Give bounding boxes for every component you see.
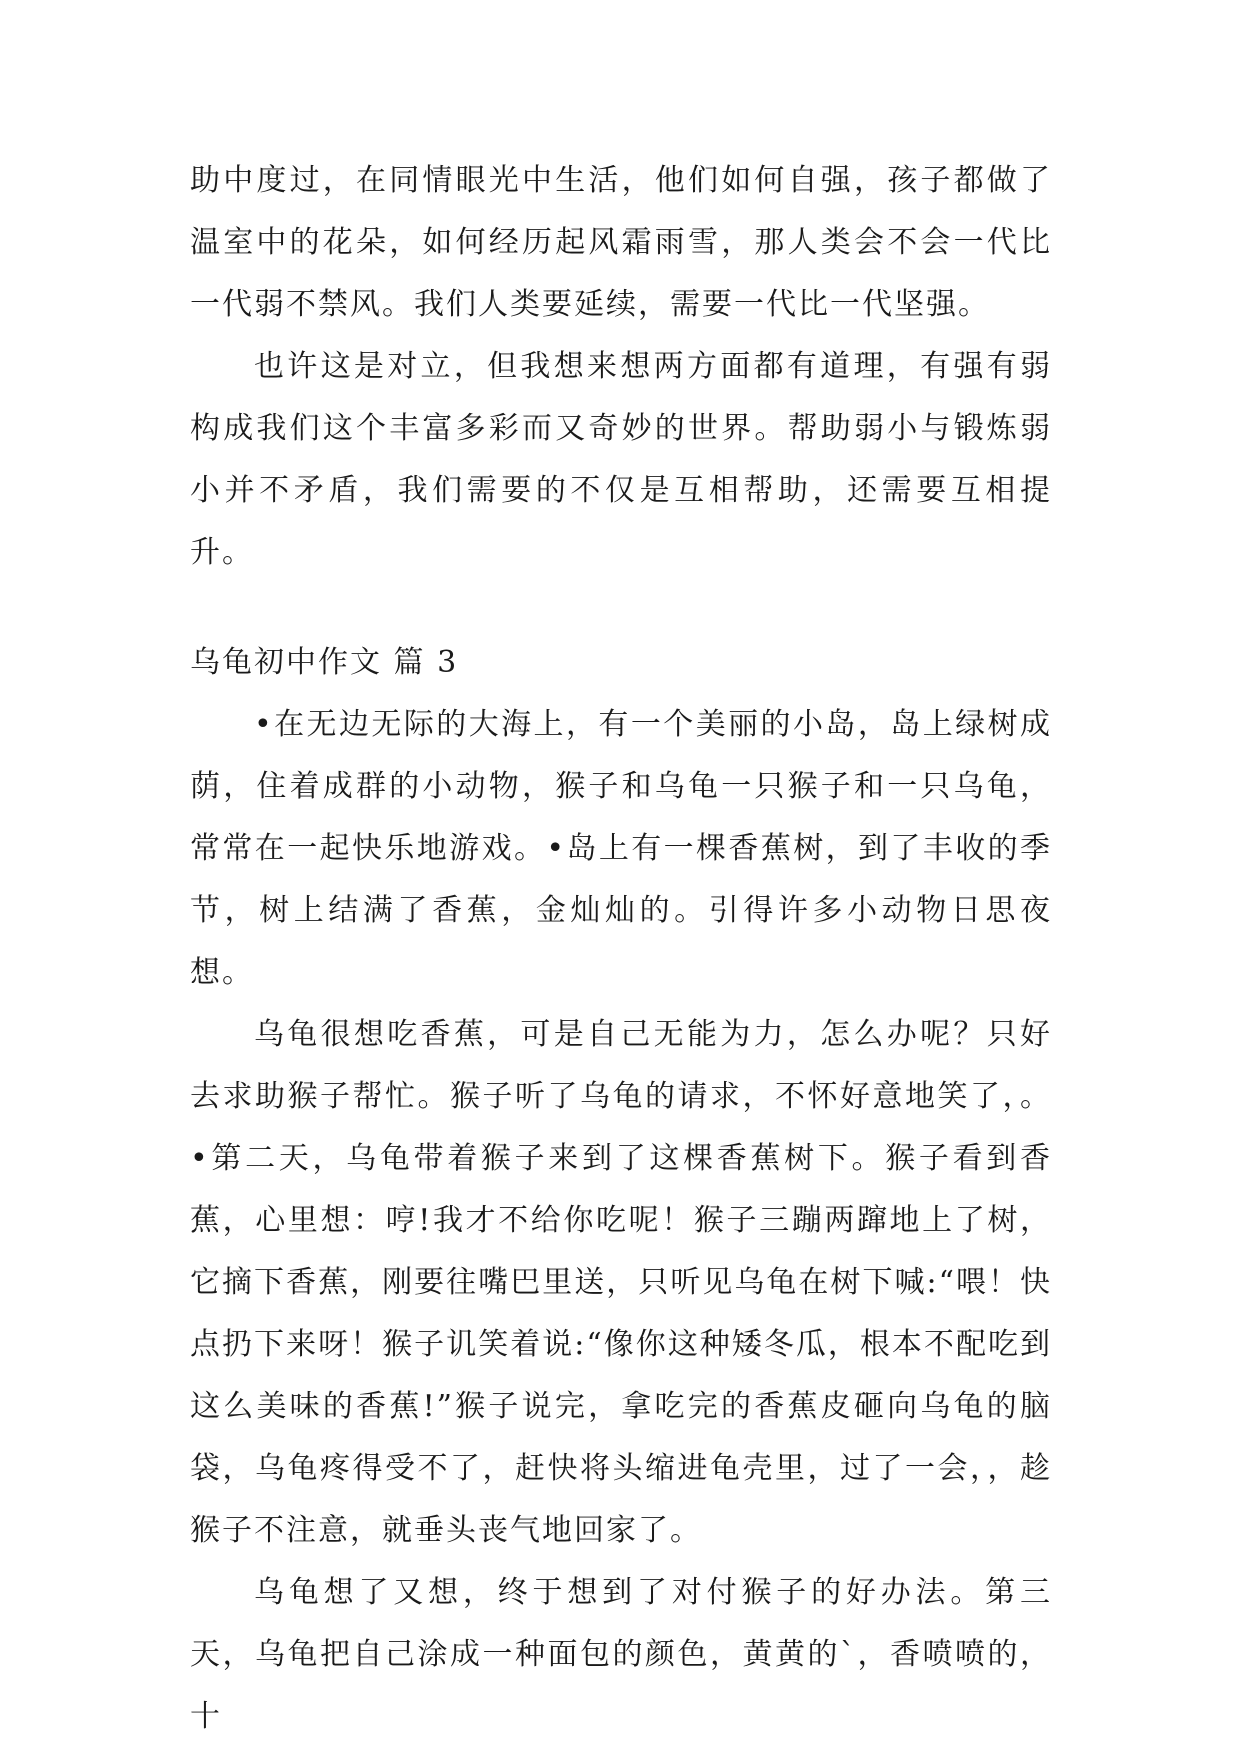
section-title: 乌龟初中作文 篇 3 [190, 645, 459, 680]
paragraph: 也许这是对立，但我想来想两方面都有道理，有强有弱构成我们这个丰富多彩而又奇妙的世界。帮助弱小与锻炼弱小并不矛盾，我们需要的不仅是互相帮助，还需要互相提升。 [190, 349, 1052, 570]
paragraph-continuation: 助中度过，在同情眼光中生活，他们如何自强，孩子都做了温室中的花朵，如何经历起风霜雨雪，那人类会不会一代比一代弱不禁风。我们人类要延续，需要一代比一代坚强。 [190, 163, 1052, 322]
paragraph: •在无边无际的大海上，有一个美丽的小岛，岛上绿树成荫，住着成群的小动物，猴子和乌龟一只猴子和一只乌龟，常常在一起快乐地游戏。•岛上有一棵香蕉树，到了丰收的季节，树上结满了香蕉，金灿灿的。引得许多小动物日思夜想。 [190, 707, 1052, 990]
document-page [190, 150, 1052, 1748]
paragraph: 乌龟想了又想，终于想到了对付猴子的好办法。第三天，乌龟把自己涂成一种面包的颜色，黄黄的`，香喷喷的，十 [190, 1575, 1052, 1734]
paragraph: 乌龟很想吃香蕉，可是自己无能为力，怎么办呢？只好去求助猴子帮忙。猴子听了乌龟的请求，不怀好意地笑了，。•第二天，乌龟带着猴子来到了这棵香蕉树下。猴子看到香蕉，心里想：哼!我才不给你吃呢！猴子三蹦两蹿地上了树，它摘下香蕉，刚要往嘴巴里送，只听见乌龟在树下喊:“喂！快点扔下来呀！猴子讥笑着说:“像你这种矮冬瓜，根本不配吃到这么美味的香蕉!”猴子说完，拿吃完的香蕉皮砸向乌龟的脑袋，乌龟疼得受不了，赶快将头缩进龟壳里，过了一会，，趁猴子不注意，就垂头丧气地回家了。 [190, 1017, 1052, 1548]
